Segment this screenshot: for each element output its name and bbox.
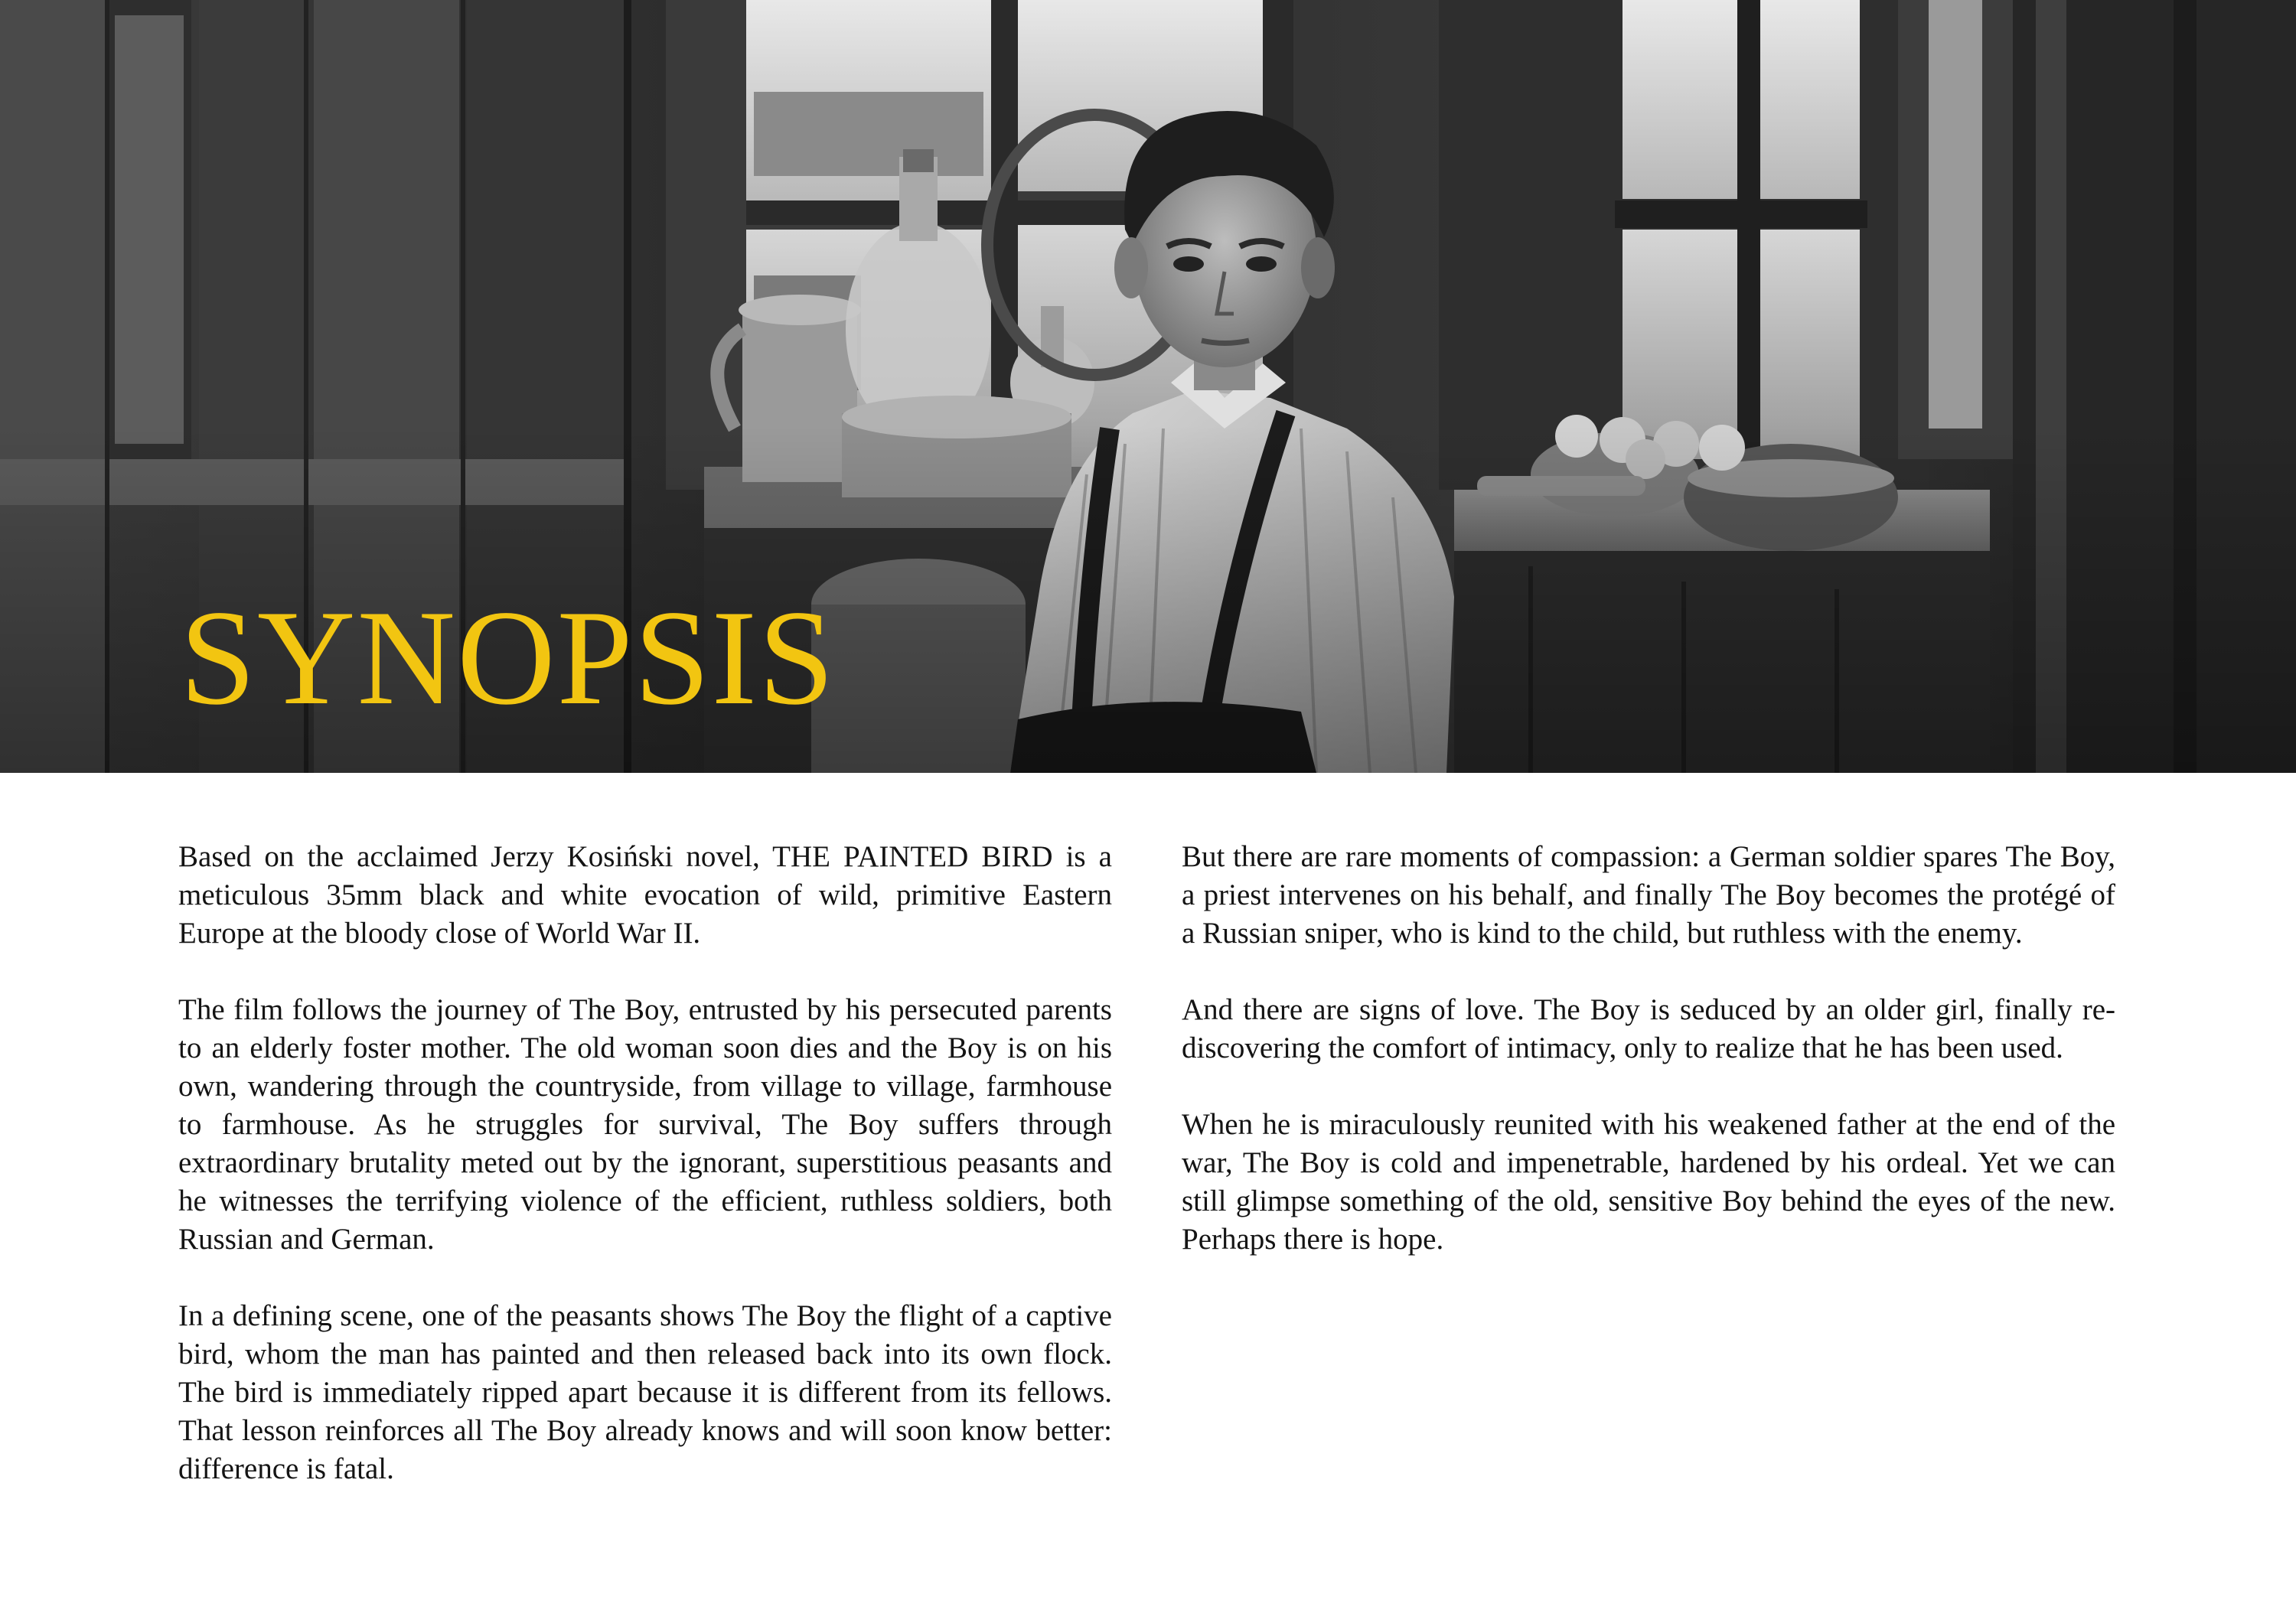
paragraph: But there are rare moments of compassion: a German soldier spares The Boy, a priest intervenes on his behalf, and finally The Boy becomes the protégé of a Russian sniper, who is kind to the child, but ruthless with the enemy. [1182, 840, 2115, 950]
page-title: SYNOPSIS [180, 582, 836, 733]
paragraph: And there are signs of love. The Boy is seduced by an older girl, finally re-discovering the comfort of intimacy, only to realize that he has been used. [1182, 993, 2115, 1064]
paragraph: Based on the acclaimed Jerzy Kosiński novel, THE PAINTED BIRD is a meticulous 35mm black and white evocation of wild, primitive Eastern Europe at the bloody close of World War II. [178, 840, 1112, 950]
right-column [1182, 838, 2115, 1297]
paragraph: In a defining scene, one of the peasants shows The Boy the flight of a captive bird, whom the man has painted and then released back into its own flock. The bird is immediately ripped apart because it is different from its fellows. That lesson reinforces all The Boy already knows and will soon know better: difference is fatal. [178, 1299, 1112, 1485]
hero-photo [0, 0, 2296, 773]
paragraph: The film follows the journey of The Boy, entrusted by his persecuted parents to an elderly foster mother. The old woman soon dies and the Boy is on his own, wandering through the countryside, from village to village, farmhouse to farmhouse. As he struggles for survival, The Boy suffers through extraordinary brutality meted out by the ignorant, superstitious peasants and he witnesses the terrifying violence of the efficient, ruthless soldiers, both Russian and German. [178, 993, 1112, 1256]
left-column [178, 838, 1112, 1527]
paragraph: When he is miraculously reunited with his weakened father at the end of the war, The Boy is cold and impenetrable, hardened by his ordeal. Yet we can still glimpse something of the old, sensitive Boy behind the eyes of the new. Perhaps there is hope. [1182, 1108, 2115, 1256]
